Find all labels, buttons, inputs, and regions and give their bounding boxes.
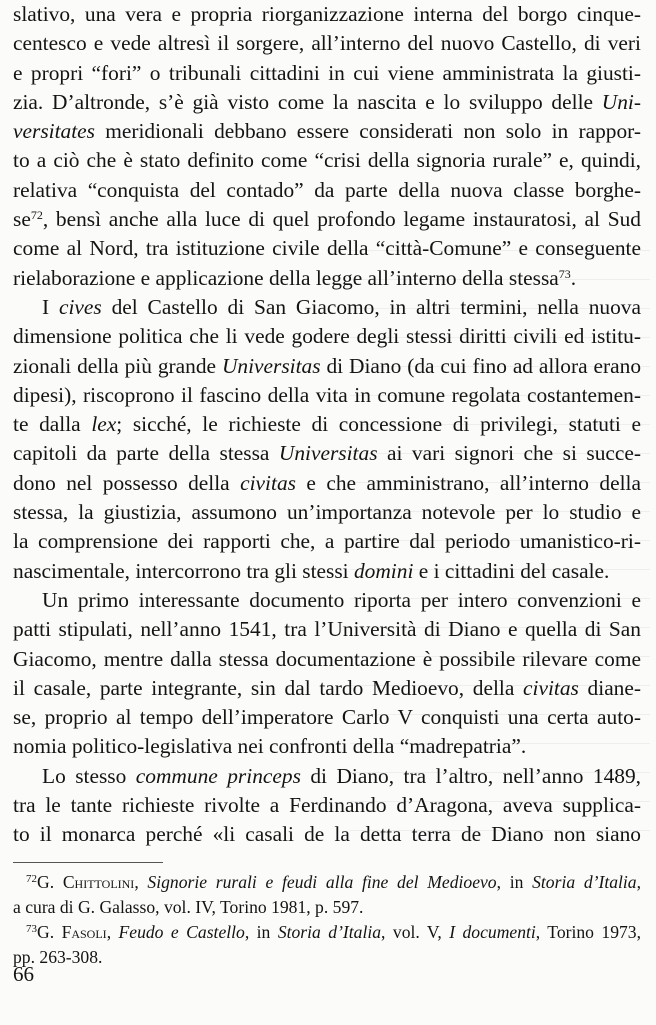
text-run: di Diano (da cui fino ad allora erano bbox=[320, 353, 642, 378]
text-run: , Torino 1973, bbox=[535, 922, 641, 942]
text-run: del Castello di San Giacomo, in altri termini, nella nuova bbox=[101, 294, 641, 319]
text-run: il casale, parte integrante, sin dal tardo Medioevo, della bbox=[13, 675, 524, 700]
footnote-number: 73 bbox=[26, 923, 37, 935]
footnotes bbox=[13, 870, 641, 970]
text-run: se bbox=[13, 207, 31, 232]
series-title: Storia d’Italia bbox=[277, 922, 382, 942]
text-run: I bbox=[42, 294, 59, 319]
italic-term: Uni- bbox=[601, 89, 641, 114]
text-line bbox=[13, 293, 641, 322]
text-run: ; sicché, le richieste di concessione di privilegi, statuti e bbox=[116, 412, 642, 437]
text-line: slativo, una vera e propria riorganizzazione interna del borgo cinque- bbox=[13, 2, 641, 26]
italic-term: cives bbox=[58, 294, 102, 319]
footnote-73-continued: pp. 263-308. bbox=[13, 947, 103, 967]
text-run: e che amministrano, all’interno della bbox=[295, 470, 641, 495]
footnote-73 bbox=[13, 920, 641, 945]
text-line bbox=[13, 352, 641, 381]
text-line: Un primo interessante documento riporta per intero convenzioni e bbox=[42, 587, 641, 612]
text-line: nomia politico-legislativa nei confronti della “madrepatria”. bbox=[13, 734, 527, 759]
italic-term: lex bbox=[91, 412, 117, 437]
text-run: , bbox=[134, 872, 148, 892]
footnote-72-continued: a cura di G. Galasso, vol. IV, Torino 1981, p. 597. bbox=[13, 897, 364, 917]
italic-term: commune princeps bbox=[135, 763, 301, 788]
text-run: meridionali debbano essere considerati non solo in rappor- bbox=[94, 119, 641, 144]
text-run: te dalla bbox=[13, 412, 92, 437]
text-run: , in bbox=[244, 922, 278, 942]
text-run: ai vari signori che si succe- bbox=[377, 441, 641, 466]
italic-term: Universitas bbox=[278, 441, 378, 466]
series-title: Storia d’Italia bbox=[532, 872, 637, 892]
text-line: e propri “fori” o tribunali cittadini in cui viene amministrata la giusti- bbox=[13, 60, 641, 85]
text-line bbox=[13, 205, 641, 234]
text-line: to il monarca perché «li casali de la detta terra de Diano non siano bbox=[13, 822, 641, 847]
author-name: Fasoli bbox=[61, 922, 107, 942]
text-run: capitoli da parte della stessa bbox=[13, 441, 279, 466]
text-line bbox=[13, 439, 641, 468]
text-line: come al Nord, tra istituzione civile della “città-Comune” e conseguente bbox=[13, 236, 641, 261]
italic-term: Universitas bbox=[221, 353, 321, 378]
text-line bbox=[13, 469, 641, 498]
text-run: rielaborazione e applicazione della legge all’interno della stessa bbox=[13, 265, 559, 290]
text-line bbox=[13, 410, 641, 439]
text-line bbox=[13, 117, 641, 146]
text-run: e i cittadini del casale. bbox=[413, 558, 610, 583]
text-run: diane- bbox=[578, 675, 641, 700]
text-line: stessa, la giustizia, assumono un’importanza notevole per lo studio e bbox=[13, 500, 641, 525]
author-name: Chittolini bbox=[62, 872, 135, 892]
text-line bbox=[13, 674, 641, 703]
footnote-reference[interactable]: 73 bbox=[558, 266, 571, 281]
text-run: , vol. V, bbox=[381, 922, 450, 942]
text-line: dipesi), riscoprono il fascino della vita in comune regolata costantemen- bbox=[13, 382, 641, 407]
italic-term: civitas bbox=[523, 675, 579, 700]
body-text bbox=[13, 0, 641, 850]
page-number: 66 bbox=[13, 962, 34, 986]
italic-term: domini bbox=[353, 558, 414, 583]
text-line: to a ciò che è stato definito come “crisi della signoria rurale” e, quindi, bbox=[13, 148, 641, 173]
text-run: , bensì anche alla luce di quel profondo legame instauratosi, al Sud bbox=[42, 207, 641, 232]
work-title: Signorie rurali e feudi alla fine del Medioevo bbox=[147, 872, 497, 892]
text-run: zionali della più grande bbox=[13, 353, 222, 378]
text-line: dimensione politica che li vede godere degli stessi diritti civili ed istitu- bbox=[13, 324, 641, 349]
text-line: Giacomo, mentre dalla stessa documentazione è possibile rilevare come bbox=[13, 646, 641, 671]
text-line bbox=[13, 557, 641, 586]
text-run: . bbox=[570, 265, 577, 290]
text-run: G. bbox=[37, 872, 63, 892]
text-run: di Diano, tra l’altro, nell’anno 1489, bbox=[300, 763, 642, 788]
text-line bbox=[13, 762, 641, 791]
text-line: se, proprio al tempo dell’imperatore Carlo V conquisti una certa auto- bbox=[13, 705, 641, 730]
footnote-72 bbox=[13, 870, 641, 895]
text-run: nascimentale, intercorrono tra gli stessi bbox=[13, 558, 354, 583]
footnote-reference[interactable]: 72 bbox=[30, 208, 43, 223]
text-run: Lo stesso bbox=[42, 763, 136, 788]
volume-subtitle: I documenti bbox=[449, 922, 536, 942]
italic-term: civitas bbox=[240, 470, 296, 495]
footnote-number: 72 bbox=[26, 873, 37, 885]
text-line bbox=[13, 88, 641, 117]
text-run: , bbox=[106, 922, 119, 942]
work-title: Feudo e Castello bbox=[118, 922, 245, 942]
text-line: tra le tante richieste rivolte a Ferdinando d’Aragona, aveva supplica- bbox=[13, 793, 641, 818]
text-run: G. bbox=[37, 922, 62, 942]
footnote-divider bbox=[13, 862, 163, 863]
text-run: , in bbox=[496, 872, 533, 892]
text-run: dono nel possesso della bbox=[13, 470, 241, 495]
text-line: centesco e vede altresì il sorgere, all’interno del nuovo Castello, di veri bbox=[13, 31, 641, 56]
text-line: relativa “conquista del contado” da parte della nuova classe borghe- bbox=[13, 177, 641, 202]
text-run: zia. D’altronde, s’è già visto come la nascita e lo sviluppo delle bbox=[13, 89, 602, 114]
text-line: patti stipulati, nell’anno 1541, tra l’Università di Diano e quella di San bbox=[13, 617, 641, 642]
text-run: , bbox=[636, 872, 642, 892]
text-line: la comprensione dei rapporti che, a partire dal periodo umanistico-ri- bbox=[13, 529, 641, 554]
italic-term: versitates bbox=[13, 119, 95, 144]
text-line bbox=[13, 264, 641, 293]
